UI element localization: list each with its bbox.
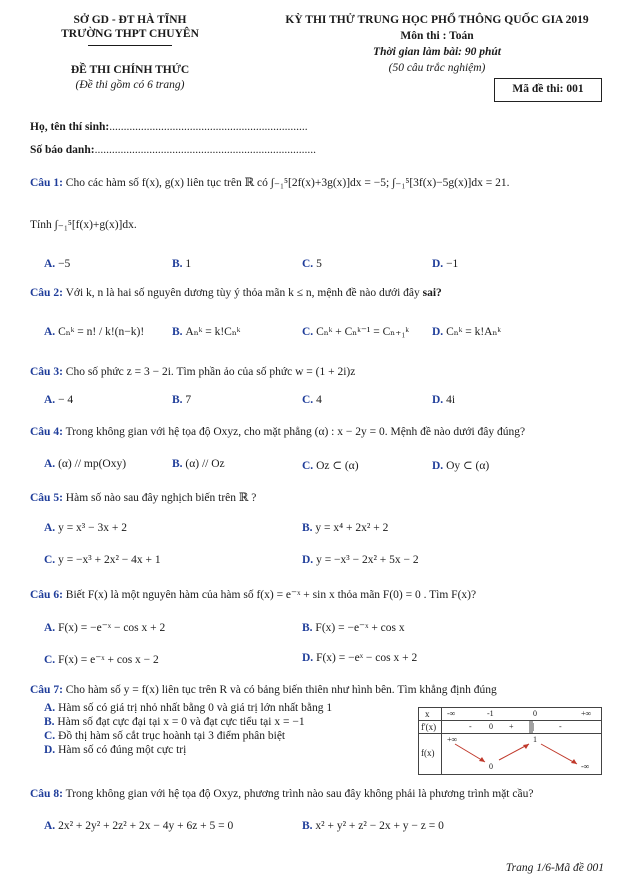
option-letter: A. <box>44 326 59 338</box>
option-letter: D. <box>44 744 59 756</box>
q4-option-d[interactable]: D. Oy ⊂ (α) <box>432 460 490 472</box>
question-1 <box>30 175 510 189</box>
bbt-x-1: -1 <box>487 709 494 718</box>
student-id-dots[interactable]: ............................................................................. <box>94 144 316 156</box>
question-6-text: Biết F(x) là một nguyên hàm của hàm số f(x) = e⁻ˣ + sin x thỏa mãn F(0) = 0 . Tìm F(x)? <box>65 589 477 601</box>
q2-option-b[interactable]: B. Aₙᵏ = k!Cₙᵏ <box>172 326 241 338</box>
q2-option-c[interactable]: C. Cₙᵏ + Cₙᵏ⁻¹ = Cₙ₊₁ᵏ <box>302 326 409 338</box>
question-4-text: Trong không gian với hệ tọa độ Oxyz, cho mặt phẳng (α) : x − 2y = 0. Mệnh đề nào dưới đây đúng? <box>65 426 526 438</box>
student-id-row <box>30 144 316 156</box>
header-underline <box>88 45 172 46</box>
student-name-dots[interactable]: ..................................................................... <box>109 121 308 133</box>
bbt-sign-0: - <box>469 722 472 731</box>
option-letter: B. <box>172 458 186 470</box>
question-6-label: Câu 6: <box>30 589 63 601</box>
q2-option-a[interactable]: A. Cₙᵏ = n! / k!(n−k)! <box>44 326 145 338</box>
q6-option-a[interactable]: A. F(x) = −e⁻ˣ − cos x + 2 <box>44 622 166 634</box>
q7-option-c[interactable]: C. Đồ thị hàm số cắt trục hoành tại 3 điểm phân biệt <box>44 730 286 742</box>
q5-option-a[interactable]: A. y = x³ − 3x + 2 <box>44 522 127 534</box>
bbt-arrow-down-2 <box>541 744 577 764</box>
q4-option-c[interactable]: C. Oz ⊂ (α) <box>302 460 359 472</box>
q8-option-a[interactable]: A. 2x² + 2y² + 2z² + 2x − 4y + 6z + 5 = 0 <box>44 820 234 832</box>
page-footer: Trang 1/6-Mã đề 001 <box>505 862 604 874</box>
bbt-f-1: 0 <box>489 762 493 771</box>
option-letter: B. <box>172 258 186 270</box>
option-letter: B. <box>172 326 186 338</box>
option-letter: D. <box>302 554 317 566</box>
option-letter: A. <box>44 622 59 634</box>
bbt-sign-2: + <box>509 722 514 731</box>
option-letter: B. <box>302 820 316 832</box>
option-letter: C. <box>44 730 59 742</box>
question-8-label: Câu 8: <box>30 788 63 800</box>
option-letter: D. <box>302 652 317 664</box>
bbt-arrows <box>419 708 601 774</box>
question-2-text: Với k, n là hai số nguyên dương tùy ý thỏa mãn k ≤ n, mệnh đề nào dưới đây <box>65 287 420 299</box>
option-letter: A. <box>44 820 59 832</box>
student-id-label: Số báo danh: <box>30 144 95 156</box>
q6-option-d[interactable]: D. F(x) = −eˣ − cos x + 2 <box>302 652 418 664</box>
q6-option-c[interactable]: C. F(x) = e⁻ˣ + cos x − 2 <box>44 654 159 666</box>
question-2-label: Câu 2: <box>30 287 63 299</box>
question-6 <box>30 587 476 601</box>
bbt-f-2: 1 <box>533 735 537 744</box>
bbt-x-label: x <box>425 709 430 719</box>
bbt-f-3: -∞ <box>581 762 590 771</box>
bbt-x-0: -∞ <box>447 709 456 718</box>
question-8 <box>30 788 533 800</box>
questions-note: (50 câu trắc nghiệm) <box>388 62 486 74</box>
option-letter: D. <box>432 394 447 406</box>
q5-option-c[interactable]: C. y = −x³ + 2x² − 4x + 1 <box>44 554 161 566</box>
bbt-fp-label: f'(x) <box>421 722 437 732</box>
question-5-label: Câu 5: <box>30 492 63 504</box>
bbt-x-2: 0 <box>533 709 537 718</box>
question-7-label: Câu 7: <box>30 684 63 696</box>
option-letter: A. <box>44 394 59 406</box>
exam-time: Thời gian làm bài: 90 phút <box>373 46 501 58</box>
option-letter: A. <box>44 258 59 270</box>
question-1-label: Câu 1: <box>30 177 63 189</box>
option-letter: D. <box>432 258 447 270</box>
question-7 <box>30 684 497 696</box>
subject: Môn thi : Toán <box>400 30 474 42</box>
question-7-text: Cho hàm số y = f(x) liên tục trên R và có bảng biến thiên như hình bên. Tìm khẳng định đúng <box>65 684 497 696</box>
option-letter: C. <box>44 554 59 566</box>
q7-option-b[interactable]: B. Hàm số đạt cực đại tại x = 0 và đạt cực tiểu tại x = −1 <box>44 716 305 728</box>
q1-option-a[interactable]: A. −5 <box>44 258 71 270</box>
bbt-sign-3: || <box>531 722 535 731</box>
exam-code: Mã đề thi: 001 <box>512 83 584 95</box>
question-2 <box>30 287 442 299</box>
option-letter: C. <box>302 394 317 406</box>
q7-option-a[interactable]: A. Hàm số có giá trị nhỏ nhất bằng 0 và giá trị lớn nhất bằng 1 <box>44 702 333 714</box>
q1-option-b[interactable]: B. 1 <box>172 258 192 270</box>
student-name-row <box>30 121 308 133</box>
q3-option-c[interactable]: C. 4 <box>302 394 322 406</box>
question-8-text: Trong không gian với hệ tọa độ Oxyz, phương trình nào sau đây không phải là phương trình mặt cầu? <box>65 788 534 800</box>
question-3-text: Cho số phức z = 3 − 2i. Tìm phần ảo của số phức w = (1 + 2i)z <box>65 366 356 378</box>
option-letter: C. <box>44 654 59 666</box>
pages-note: (Đề thi gồm có 6 trang) <box>75 79 185 91</box>
variation-table <box>418 707 602 775</box>
option-letter: B. <box>302 622 316 634</box>
bbt-sign-4: - <box>559 722 562 731</box>
option-letter: B. <box>44 716 58 728</box>
exam-code-box <box>494 78 602 102</box>
option-letter: B. <box>302 522 316 534</box>
option-letter: C. <box>302 460 317 472</box>
option-letter: D. <box>432 460 447 472</box>
q6-option-b[interactable]: B. F(x) = −e⁻ˣ + cos x <box>302 622 405 634</box>
option-letter: C. <box>302 326 317 338</box>
option-letter: B. <box>172 394 186 406</box>
option-letter: A. <box>44 522 59 534</box>
q1-option-d[interactable]: D. −1 <box>432 258 459 270</box>
exam-title: KỲ THI THỬ TRUNG HỌC PHỔ THÔNG QUỐC GIA 2019 <box>285 14 589 26</box>
bbt-x-3: +∞ <box>581 709 592 718</box>
question-4 <box>30 426 525 438</box>
q1-option-c[interactable]: C. 5 <box>302 258 322 270</box>
question-3-label: Câu 3: <box>30 366 63 378</box>
question-2-emphasis: sai? <box>422 287 442 299</box>
bbt-f-label: f(x) <box>421 748 435 758</box>
question-3 <box>30 366 355 378</box>
school-name: TRƯỜNG THPT CHUYÊN <box>61 28 199 40</box>
question-5 <box>30 490 256 504</box>
q3-option-b[interactable]: B. 7 <box>172 394 192 406</box>
bbt-f-0: +∞ <box>447 735 458 744</box>
q3-option-a[interactable]: A. − 4 <box>44 394 74 406</box>
q5-option-d[interactable]: D. y = −x³ − 2x² + 5x − 2 <box>302 554 419 566</box>
question-5-text: Hàm số nào sau đây nghịch biến trên ℝ ? <box>65 492 257 504</box>
official-label: ĐỀ THI CHÍNH THỨC <box>70 64 190 76</box>
option-letter: A. <box>44 458 59 470</box>
q7-option-d[interactable]: D. Hàm số có đúng một cực trị <box>44 744 187 756</box>
bbt-sign-1: 0 <box>489 722 493 731</box>
option-letter: D. <box>432 326 447 338</box>
q5-option-b[interactable]: B. y = x⁴ + 2x² + 2 <box>302 522 389 534</box>
question-1-line2: Tính ∫₋₁⁵[f(x)+g(x)]dx. <box>30 219 137 231</box>
question-4-label: Câu 4: <box>30 426 63 438</box>
student-name-label: Họ, tên thí sinh: <box>30 121 110 133</box>
q3-option-d[interactable]: D. 4i <box>432 394 456 406</box>
option-letter: C. <box>302 258 317 270</box>
dept-name: SỞ GD - ĐT HÀ TĨNH <box>73 14 187 26</box>
q2-option-d[interactable]: D. Cₙᵏ = k!Aₙᵏ <box>432 326 502 338</box>
option-letter: A. <box>44 702 59 714</box>
q4-option-b[interactable]: B. (α) // Oz <box>172 458 225 470</box>
q8-option-b[interactable]: B. x² + y² + z² − 2x + y − z = 0 <box>302 820 444 832</box>
q4-option-a[interactable]: A. (α) // mp(Oxy) <box>44 458 127 470</box>
question-1-text: Cho các hàm số f(x), g(x) liên tục trên ℝ có ∫₋₁⁵[2f(x)+3g(x)]dx = −5; ∫₋₁⁵[3f(x)−5g(x)]dx = 21. <box>65 177 510 189</box>
